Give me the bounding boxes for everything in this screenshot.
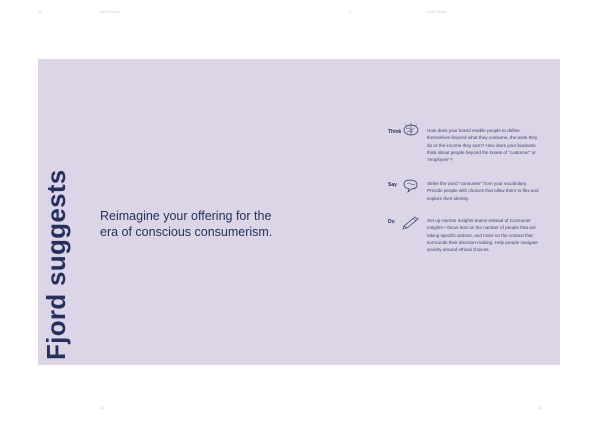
- right-running-title: Fjord Trends: [427, 10, 447, 14]
- think-text: How does your brand enable people to define themselves beyond what they consume, the work they do or the income they earn? How does your business think about people beyond the boxes of “customer” or “employee”?: [427, 128, 538, 163]
- speech-bubble-icon: [402, 178, 420, 194]
- say-label: Say: [388, 182, 397, 188]
- left-running-title: Fjord Trends: [100, 10, 120, 14]
- left-footer-marker: 01: [100, 406, 104, 410]
- page-title: Fjord suggests: [41, 169, 71, 360]
- right-footer-marker: 01: [538, 406, 542, 410]
- pencil-icon: [402, 214, 420, 230]
- say-text: Strike the word “consumer” from your vocabulary. Provide people with choices that allow them to flex and explore their identity.: [427, 181, 539, 201]
- do-label: Do: [388, 219, 395, 225]
- left-page-number: 10: [38, 10, 42, 14]
- do-text: Set up Human Insights teams instead of Consumer Insights—focus less on the number of people that are taking specific actions, and more on the context that surrounds their decision-making. Help people navigate anxiety around ethical choices.: [427, 218, 538, 253]
- brain-icon: [402, 122, 420, 138]
- think-label: Think: [388, 129, 402, 135]
- headline: Reimagine your offering for the era of conscious consumerism.: [100, 209, 273, 239]
- right-page-number: 11: [348, 10, 352, 14]
